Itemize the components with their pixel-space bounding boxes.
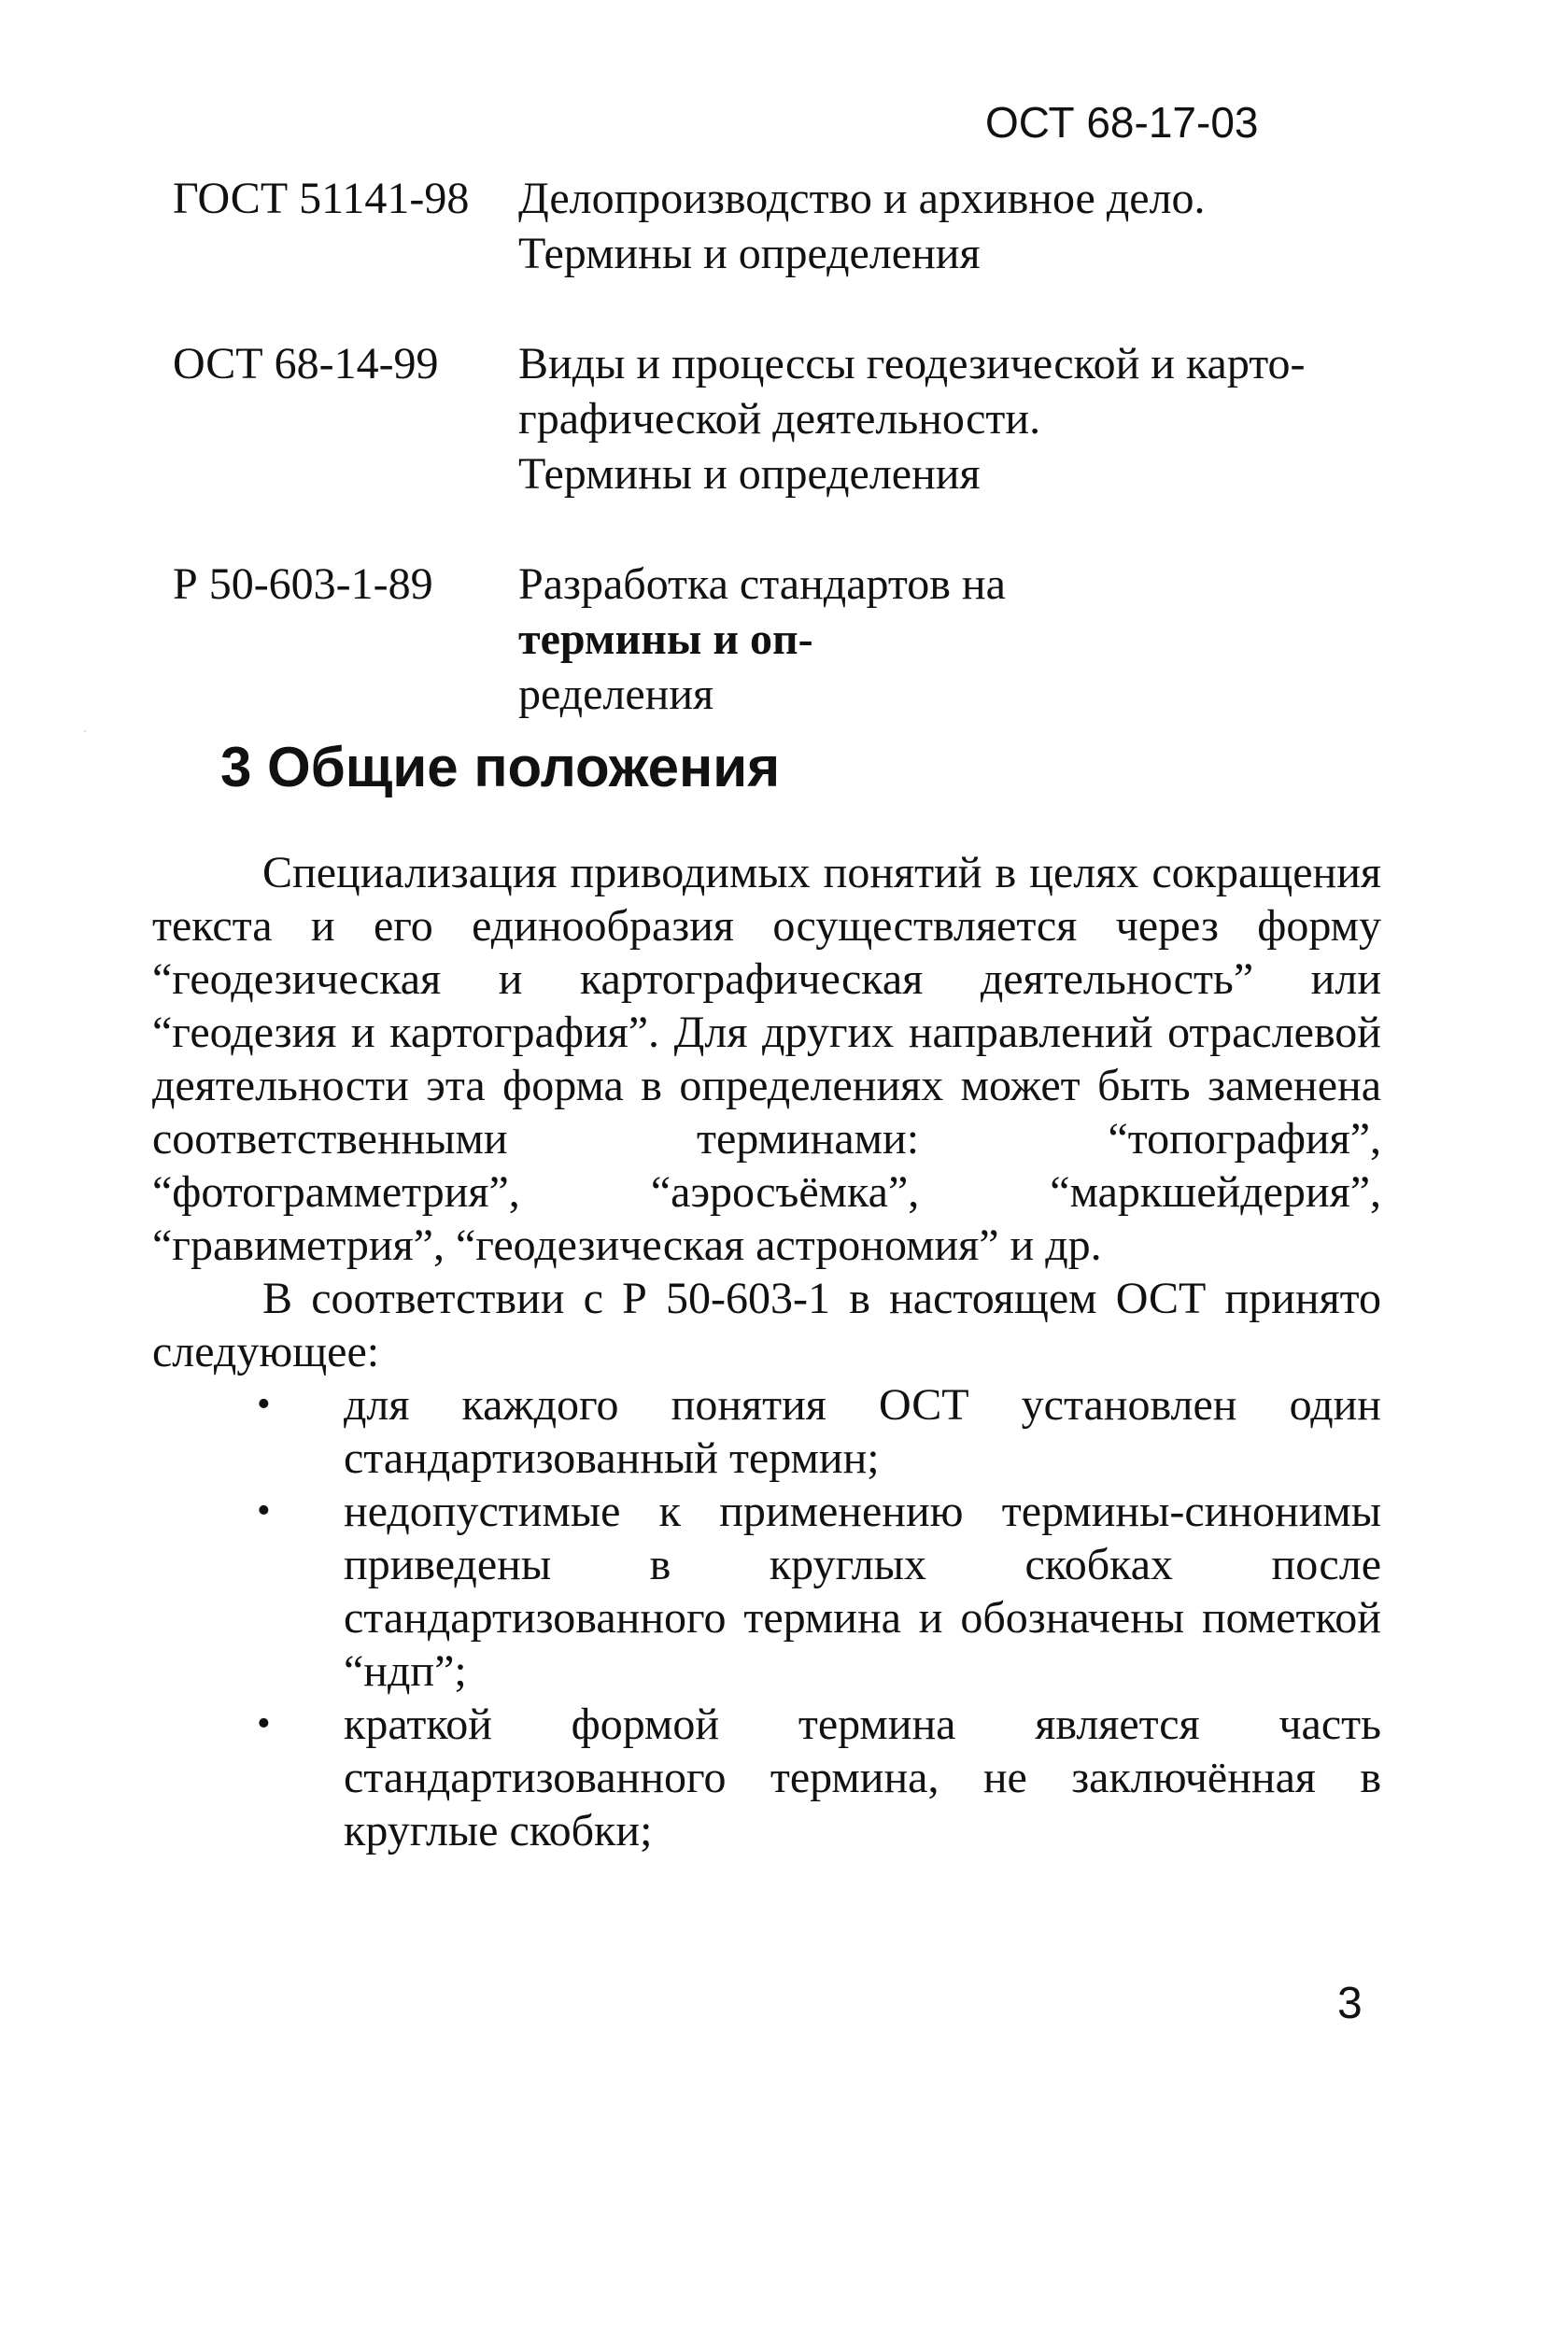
list-item-text: для каждого понятия ОСТ установлен один стандартизованный термин; [344,1380,1381,1483]
bullet-icon: • [257,1383,271,1426]
document-code: ОСТ 68-17-03 [985,98,1259,147]
reference-title-line: графической деятельности. [518,394,1041,444]
reference-title-line: Виды и процессы геодезической и карто- [518,339,1306,388]
reference-title-line: Термины и определения [518,449,981,499]
list-item [152,1485,1381,1698]
reference-title-line: ределения [518,670,714,719]
reference-title-text: Разработка стандартов на [518,559,1006,609]
reference-title-line: Делопроизводство и архивное дело. [518,174,1206,223]
reference-code: ОСТ 68-14-99 [173,339,439,388]
page-number: 3 [1337,1979,1363,2028]
bullet-icon: • [257,1489,271,1532]
reference-title-line: Термины и определения [518,229,981,278]
reference-title-line [518,557,1377,667]
section-heading: 3 Общие положения [220,736,781,798]
paragraph: В соответствии с Р 50-603-1 в настоящем ОСТ принято следующее: [152,1274,1381,1376]
reference-code: Р 50-603-1-89 [173,559,433,609]
reference-title [518,557,1377,722]
scan-mark [84,730,86,732]
reference-row [173,171,1377,281]
normative-references [173,171,1377,722]
reference-title [518,336,1377,501]
list-item-text: краткой формой термина является часть стандартизованного термина, не заключённая в круглые скобки; [344,1700,1381,1855]
reference-title-bold-text: термины и оп- [518,614,813,664]
reference-row [173,336,1377,501]
list-item [152,1378,1381,1485]
paragraph: Специализация приводимых понятий в целях сокращения текста и его единообразия осуществляется через форму “геодезическая и картографическая деятельность” или “геодезия и картография”. Для других направлений отраслевой деятельности эта форма в определениях может быть заменена соответственными терминами: “топография”, “фотограмметрия”, “аэросъёмка”, “маркшейдерия”, “гравиметрия”, “геодезическая астрономия” и др. [152,848,1381,1270]
reference-title [518,171,1377,281]
reference-row [173,557,1377,722]
bullet-icon: • [257,1702,271,1745]
list-item-text: недопустимые к применению термины-синонимы приведены в круглых скобках после стандартизованного термина и обозначены пометкой “ндп”; [344,1487,1381,1696]
reference-code: ГОСТ 51141-98 [173,174,470,223]
list-item [152,1698,1381,1857]
section-body [152,846,1381,1857]
rules-list [152,1378,1381,1857]
